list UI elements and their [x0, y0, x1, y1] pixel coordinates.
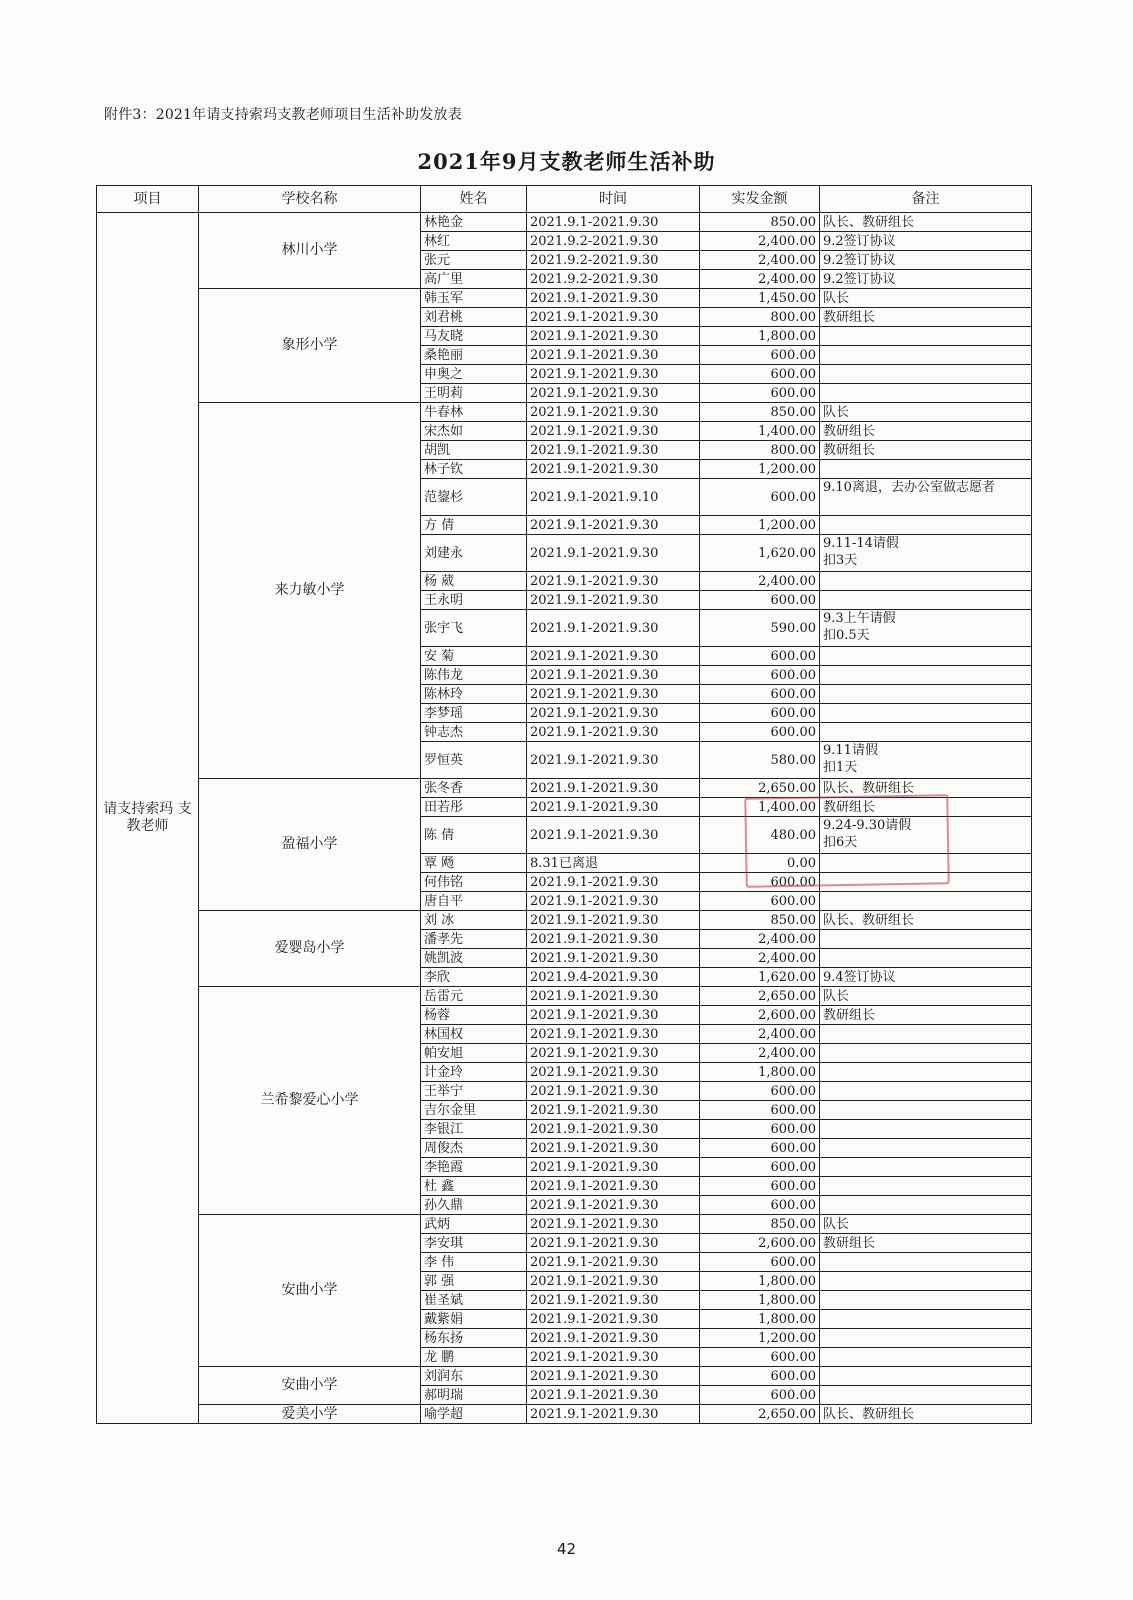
amount-cell: 600.00	[700, 892, 820, 911]
remark-cell	[820, 1044, 1032, 1063]
amount-cell: 850.00	[700, 1215, 820, 1234]
remark-cell	[820, 1082, 1032, 1101]
time-cell: 2021.9.1-2021.9.30	[527, 213, 700, 232]
teacher-name-cell: 牛春林	[421, 403, 527, 422]
teacher-name-cell: 龙 鹏	[421, 1348, 527, 1367]
teacher-name-cell: 郝明瑞	[421, 1386, 527, 1405]
table-row	[97, 779, 1032, 798]
amount-cell: 800.00	[700, 441, 820, 460]
table-row	[97, 987, 1032, 1006]
header-name: 姓名	[421, 186, 527, 213]
remark-cell	[820, 1063, 1032, 1082]
remark-cell: 9.11请假 扣1天	[820, 742, 1032, 779]
time-cell: 2021.9.1-2021.9.30	[527, 346, 700, 365]
school-name-cell: 盈福小学	[199, 779, 421, 911]
teacher-name-cell: 刘君桃	[421, 308, 527, 327]
time-cell: 2021.9.1-2021.9.30	[527, 1215, 700, 1234]
remark-cell: 9.4签订协议	[820, 968, 1032, 987]
amount-cell: 600.00	[700, 591, 820, 610]
teacher-name-cell: 林艳金	[421, 213, 527, 232]
remark-cell	[820, 1139, 1032, 1158]
teacher-name-cell: 胡凯	[421, 441, 527, 460]
teacher-name-cell: 何伟铭	[421, 873, 527, 892]
remark-cell	[820, 1291, 1032, 1310]
time-cell: 2021.9.1-2021.9.30	[527, 1196, 700, 1215]
amount-cell: 600.00	[700, 1139, 820, 1158]
remark-cell: 9.2签订协议	[820, 251, 1032, 270]
time-cell: 2021.9.1-2021.9.30	[527, 704, 700, 723]
teacher-name-cell: 周俊杰	[421, 1139, 527, 1158]
time-cell: 2021.9.1-2021.9.30	[527, 1044, 700, 1063]
amount-cell: 2,400.00	[700, 251, 820, 270]
remark-cell	[820, 1386, 1032, 1405]
time-cell: 2021.9.1-2021.9.30	[527, 873, 700, 892]
remark-cell	[820, 873, 1032, 892]
amount-cell: 2,600.00	[700, 1234, 820, 1253]
amount-cell: 2,400.00	[700, 1044, 820, 1063]
teacher-name-cell: 李安琪	[421, 1234, 527, 1253]
time-cell: 2021.9.1-2021.9.30	[527, 1253, 700, 1272]
amount-cell: 0.00	[700, 854, 820, 873]
amount-cell: 600.00	[700, 1177, 820, 1196]
time-cell: 2021.9.1-2021.9.30	[527, 685, 700, 704]
teacher-name-cell: 喻学超	[421, 1405, 527, 1424]
remark-cell	[820, 1120, 1032, 1139]
teacher-name-cell: 申奥之	[421, 365, 527, 384]
amount-cell: 2,400.00	[700, 572, 820, 591]
table-row	[97, 1405, 1032, 1424]
time-cell: 2021.9.1-2021.9.30	[527, 1006, 700, 1025]
remark-cell	[820, 723, 1032, 742]
amount-cell: 1,620.00	[700, 535, 820, 572]
time-cell: 2021.9.1-2021.9.30	[527, 647, 700, 666]
amount-cell: 600.00	[700, 873, 820, 892]
remark-cell: 队长、教研组长	[820, 911, 1032, 930]
table-row	[97, 1367, 1032, 1386]
teacher-name-cell: 韩玉军	[421, 289, 527, 308]
teacher-name-cell: 王永明	[421, 591, 527, 610]
time-cell: 2021.9.1-2021.9.30	[527, 516, 700, 535]
remark-cell: 队长、教研组长	[820, 779, 1032, 798]
school-name-cell: 安曲小学	[199, 1367, 421, 1405]
time-cell: 2021.9.1-2021.9.30	[527, 930, 700, 949]
remark-cell	[820, 1348, 1032, 1367]
time-cell: 2021.9.1-2021.9.30	[527, 441, 700, 460]
time-cell: 2021.9.2-2021.9.30	[527, 270, 700, 289]
remark-cell	[820, 365, 1032, 384]
amount-cell: 1,450.00	[700, 289, 820, 308]
header-project: 项目	[97, 186, 199, 213]
teacher-name-cell: 王明莉	[421, 384, 527, 403]
time-cell: 2021.9.1-2021.9.30	[527, 1120, 700, 1139]
remark-cell: 9.2签订协议	[820, 232, 1032, 251]
remark-cell	[820, 516, 1032, 535]
amount-cell: 1,800.00	[700, 1310, 820, 1329]
header-remark: 备注	[820, 186, 1032, 213]
school-name-cell: 爱婴岛小学	[199, 911, 421, 987]
amount-cell: 600.00	[700, 1196, 820, 1215]
amount-cell: 600.00	[700, 1367, 820, 1386]
amount-cell: 600.00	[700, 1158, 820, 1177]
remark-cell	[820, 460, 1032, 479]
time-cell: 2021.9.1-2021.9.30	[527, 289, 700, 308]
remark-cell	[820, 1367, 1032, 1386]
remark-cell	[820, 949, 1032, 968]
amount-cell: 1,200.00	[700, 516, 820, 535]
amount-cell: 600.00	[700, 723, 820, 742]
time-cell: 2021.9.2-2021.9.30	[527, 251, 700, 270]
time-cell: 2021.9.1-2021.9.30	[527, 1101, 700, 1120]
amount-cell: 600.00	[700, 384, 820, 403]
teacher-name-cell: 杨蓉	[421, 1006, 527, 1025]
teacher-name-cell: 陈伟龙	[421, 666, 527, 685]
time-cell: 2021.9.1-2021.9.30	[527, 327, 700, 346]
remark-cell: 队长	[820, 403, 1032, 422]
amount-cell: 600.00	[700, 1101, 820, 1120]
time-cell: 2021.9.1-2021.9.30	[527, 610, 700, 647]
remark-cell	[820, 346, 1032, 365]
page-title: 2021年9月支教老师生活补助	[417, 149, 716, 174]
allowance-table	[96, 185, 1032, 1424]
remark-cell	[820, 685, 1032, 704]
time-cell: 2021.9.1-2021.9.30	[527, 1158, 700, 1177]
teacher-name-cell: 张宇飞	[421, 610, 527, 647]
teacher-name-cell: 刘 冰	[421, 911, 527, 930]
teacher-name-cell: 帕安旭	[421, 1044, 527, 1063]
teacher-name-cell: 高广里	[421, 270, 527, 289]
amount-cell: 2,400.00	[700, 930, 820, 949]
attachment-caption: 附件3：2021年请支持索玛支教老师项目生活补助发放表	[104, 107, 462, 123]
remark-cell: 9.2签订协议	[820, 270, 1032, 289]
remark-cell: 教研组长	[820, 1234, 1032, 1253]
header-amount: 实发金额	[700, 186, 820, 213]
remark-cell	[820, 591, 1032, 610]
time-cell: 2021.9.1-2021.9.30	[527, 1177, 700, 1196]
time-cell: 2021.9.1-2021.9.30	[527, 384, 700, 403]
teacher-name-cell: 李梦瑶	[421, 704, 527, 723]
remark-cell	[820, 1253, 1032, 1272]
teacher-name-cell: 钟志杰	[421, 723, 527, 742]
remark-cell: 9.3上午请假 扣0.5天	[820, 610, 1032, 647]
amount-cell: 600.00	[700, 1082, 820, 1101]
teacher-name-cell: 戴紫娟	[421, 1310, 527, 1329]
amount-cell: 1,400.00	[700, 798, 820, 817]
amount-cell: 600.00	[700, 1120, 820, 1139]
time-cell: 2021.9.1-2021.9.30	[527, 422, 700, 441]
teacher-name-cell: 刘建永	[421, 535, 527, 572]
remark-cell	[820, 1272, 1032, 1291]
amount-cell: 1,200.00	[700, 1329, 820, 1348]
teacher-name-cell: 姚凯波	[421, 949, 527, 968]
teacher-name-cell: 陈林玲	[421, 685, 527, 704]
time-cell: 2021.9.2-2021.9.30	[527, 232, 700, 251]
teacher-name-cell: 张元	[421, 251, 527, 270]
time-cell: 2021.9.1-2021.9.30	[527, 1063, 700, 1082]
amount-cell: 2,400.00	[700, 1025, 820, 1044]
time-cell: 2021.9.1-2021.9.30	[527, 1329, 700, 1348]
amount-cell: 580.00	[700, 742, 820, 779]
amount-cell: 1,800.00	[700, 327, 820, 346]
time-cell: 2021.9.1-2021.9.30	[527, 949, 700, 968]
teacher-name-cell: 唐自平	[421, 892, 527, 911]
time-cell: 2021.9.4-2021.9.30	[527, 968, 700, 987]
amount-cell: 600.00	[700, 1253, 820, 1272]
teacher-name-cell: 李艳霞	[421, 1158, 527, 1177]
amount-cell: 600.00	[700, 365, 820, 384]
teacher-name-cell: 潘孝先	[421, 930, 527, 949]
header-time: 时间	[527, 186, 700, 213]
teacher-name-cell: 罗恒英	[421, 742, 527, 779]
remark-cell	[820, 930, 1032, 949]
time-cell: 2021.9.1-2021.9.30	[527, 1367, 700, 1386]
teacher-name-cell: 张冬香	[421, 779, 527, 798]
remark-cell: 9.11-14请假 扣3天	[820, 535, 1032, 572]
teacher-name-cell: 林子钦	[421, 460, 527, 479]
teacher-name-cell: 李 伟	[421, 1253, 527, 1272]
time-cell: 2021.9.1-2021.9.30	[527, 1234, 700, 1253]
time-cell: 2021.9.1-2021.9.30	[527, 572, 700, 591]
teacher-name-cell: 林国权	[421, 1025, 527, 1044]
remark-cell: 教研组长	[820, 422, 1032, 441]
project-cell: 请支持索玛 支教老师	[97, 213, 199, 1424]
school-name-cell: 象形小学	[199, 289, 421, 403]
remark-cell: 队长、教研组长	[820, 1405, 1032, 1424]
remark-cell: 队长	[820, 289, 1032, 308]
remark-cell	[820, 327, 1032, 346]
amount-cell: 2,650.00	[700, 1405, 820, 1424]
time-cell: 2021.9.1-2021.9.30	[527, 1025, 700, 1044]
amount-cell: 600.00	[700, 704, 820, 723]
amount-cell: 850.00	[700, 403, 820, 422]
amount-cell: 2,400.00	[700, 270, 820, 289]
remark-cell: 教研组长	[820, 1006, 1032, 1025]
school-name-cell: 林川小学	[199, 213, 421, 289]
teacher-name-cell: 覃 飏	[421, 854, 527, 873]
school-name-cell: 爱美小学	[199, 1405, 421, 1424]
teacher-name-cell: 刘润东	[421, 1367, 527, 1386]
teacher-name-cell: 杜 鑫	[421, 1177, 527, 1196]
amount-cell: 1,800.00	[700, 1063, 820, 1082]
time-cell: 2021.9.1-2021.9.30	[527, 892, 700, 911]
time-cell: 2021.9.1-2021.9.30	[527, 403, 700, 422]
school-name-cell: 来力敏小学	[199, 403, 421, 779]
time-cell: 2021.9.1-2021.9.30	[527, 742, 700, 779]
remark-cell	[820, 1310, 1032, 1329]
amount-cell: 600.00	[700, 479, 820, 516]
time-cell: 2021.9.1-2021.9.30	[527, 365, 700, 384]
remark-cell	[820, 704, 1032, 723]
table-row	[97, 213, 1032, 232]
table-row	[97, 289, 1032, 308]
teacher-name-cell: 方 倩	[421, 516, 527, 535]
teacher-name-cell: 杨 葳	[421, 572, 527, 591]
amount-cell: 590.00	[700, 610, 820, 647]
time-cell: 2021.9.1-2021.9.30	[527, 1405, 700, 1424]
remark-cell: 教研组长	[820, 441, 1032, 460]
teacher-name-cell: 崔圣斌	[421, 1291, 527, 1310]
amount-cell: 850.00	[700, 911, 820, 930]
teacher-name-cell: 林红	[421, 232, 527, 251]
amount-cell: 600.00	[700, 1386, 820, 1405]
remark-cell	[820, 1025, 1032, 1044]
amount-cell: 1,400.00	[700, 422, 820, 441]
teacher-name-cell: 陈 倩	[421, 817, 527, 854]
header-school: 学校名称	[199, 186, 421, 213]
amount-cell: 600.00	[700, 1348, 820, 1367]
teacher-name-cell: 桑艳丽	[421, 346, 527, 365]
amount-cell: 1,800.00	[700, 1291, 820, 1310]
time-cell: 2021.9.1-2021.9.30	[527, 911, 700, 930]
time-cell: 2021.9.1-2021.9.30	[527, 817, 700, 854]
time-cell: 2021.9.1-2021.9.30	[527, 987, 700, 1006]
amount-cell: 1,800.00	[700, 1272, 820, 1291]
amount-cell: 1,620.00	[700, 968, 820, 987]
time-cell: 2021.9.1-2021.9.30	[527, 1291, 700, 1310]
amount-cell: 1,200.00	[700, 460, 820, 479]
time-cell: 2021.9.1-2021.9.30	[527, 591, 700, 610]
teacher-name-cell: 岳雷元	[421, 987, 527, 1006]
table-row	[97, 911, 1032, 930]
time-cell: 2021.9.1-2021.9.10	[527, 479, 700, 516]
time-cell: 2021.9.1-2021.9.30	[527, 723, 700, 742]
time-cell: 2021.9.1-2021.9.30	[527, 1310, 700, 1329]
page-number: 42	[556, 1540, 577, 1558]
time-cell: 2021.9.1-2021.9.30	[527, 1386, 700, 1405]
table-row	[97, 403, 1032, 422]
remark-cell	[820, 1329, 1032, 1348]
teacher-name-cell: 杨东扬	[421, 1329, 527, 1348]
teacher-name-cell: 李欣	[421, 968, 527, 987]
teacher-name-cell: 宋杰如	[421, 422, 527, 441]
remark-cell	[820, 1158, 1032, 1177]
amount-cell: 600.00	[700, 647, 820, 666]
teacher-name-cell: 马友晓	[421, 327, 527, 346]
amount-cell: 600.00	[700, 666, 820, 685]
remark-cell: 教研组长	[820, 798, 1032, 817]
remark-cell: 9.10离退，去办公室做志愿者	[820, 479, 1032, 516]
teacher-name-cell: 范鋆杉	[421, 479, 527, 516]
teacher-name-cell: 计金玲	[421, 1063, 527, 1082]
school-name-cell: 兰希黎爱心小学	[199, 987, 421, 1215]
remark-cell	[820, 1101, 1032, 1120]
header-row	[97, 186, 1032, 213]
time-cell: 2021.9.1-2021.9.30	[527, 798, 700, 817]
time-cell: 2021.9.1-2021.9.30	[527, 1082, 700, 1101]
teacher-name-cell: 王举宁	[421, 1082, 527, 1101]
time-cell: 2021.9.1-2021.9.30	[527, 460, 700, 479]
remark-cell	[820, 892, 1032, 911]
amount-cell: 2,650.00	[700, 779, 820, 798]
remark-cell	[820, 1196, 1032, 1215]
amount-cell: 2,650.00	[700, 987, 820, 1006]
amount-cell: 800.00	[700, 308, 820, 327]
remark-cell	[820, 572, 1032, 591]
time-cell: 2021.9.1-2021.9.30	[527, 1139, 700, 1158]
table-row	[97, 1215, 1032, 1234]
remark-cell	[820, 1177, 1032, 1196]
teacher-name-cell: 李银江	[421, 1120, 527, 1139]
time-cell: 2021.9.1-2021.9.30	[527, 666, 700, 685]
school-name-cell: 安曲小学	[199, 1215, 421, 1367]
remark-cell: 9.24-9.30请假 扣6天	[820, 817, 1032, 854]
amount-cell: 600.00	[700, 346, 820, 365]
amount-cell: 2,400.00	[700, 232, 820, 251]
remark-cell: 队长、教研组长	[820, 213, 1032, 232]
remark-cell	[820, 666, 1032, 685]
amount-cell: 850.00	[700, 213, 820, 232]
amount-cell: 600.00	[700, 685, 820, 704]
time-cell: 2021.9.1-2021.9.30	[527, 308, 700, 327]
remark-cell: 队长	[820, 1215, 1032, 1234]
teacher-name-cell: 田若彤	[421, 798, 527, 817]
amount-cell: 2,400.00	[700, 949, 820, 968]
remark-cell	[820, 647, 1032, 666]
time-cell: 8.31已离退	[527, 854, 700, 873]
teacher-name-cell: 安 菊	[421, 647, 527, 666]
amount-cell: 2,600.00	[700, 1006, 820, 1025]
remark-cell: 队长	[820, 987, 1032, 1006]
teacher-name-cell: 武炳	[421, 1215, 527, 1234]
teacher-name-cell: 吉尔金里	[421, 1101, 527, 1120]
time-cell: 2021.9.1-2021.9.30	[527, 1348, 700, 1367]
time-cell: 2021.9.1-2021.9.30	[527, 1272, 700, 1291]
remark-cell: 教研组长	[820, 308, 1032, 327]
time-cell: 2021.9.1-2021.9.30	[527, 779, 700, 798]
remark-cell	[820, 854, 1032, 873]
remark-cell	[820, 384, 1032, 403]
amount-cell: 480.00	[700, 817, 820, 854]
time-cell: 2021.9.1-2021.9.30	[527, 535, 700, 572]
table-body	[97, 213, 1032, 1424]
teacher-name-cell: 郭 强	[421, 1272, 527, 1291]
teacher-name-cell: 孙久鼎	[421, 1196, 527, 1215]
